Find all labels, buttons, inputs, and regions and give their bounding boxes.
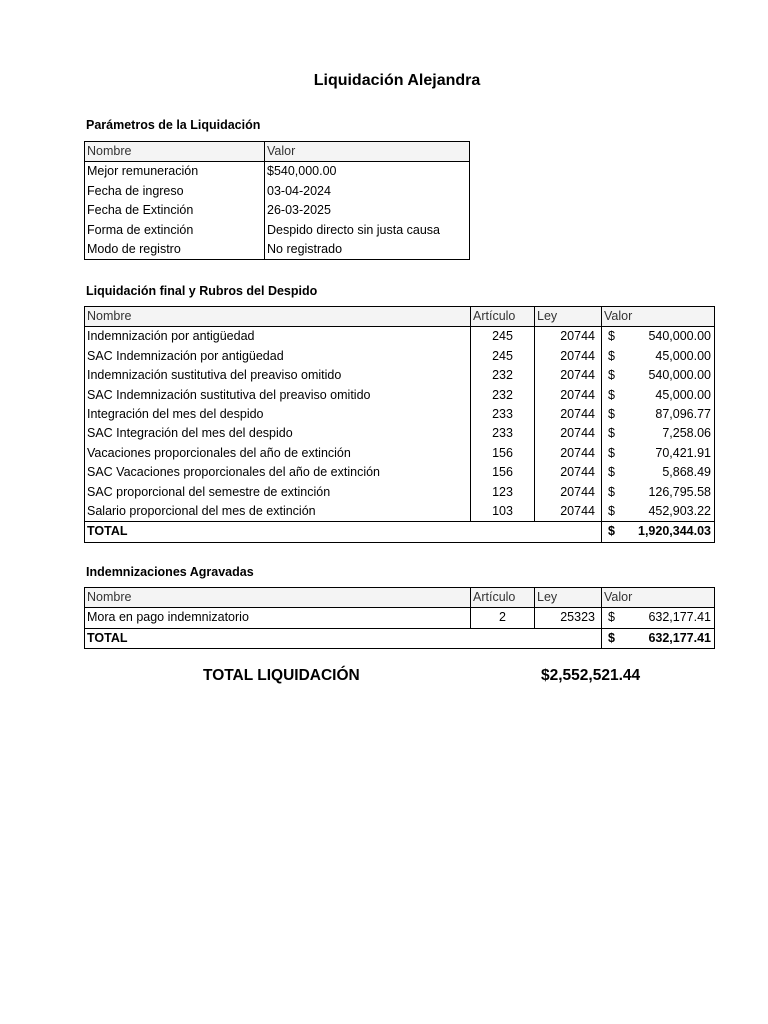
liquidacion-total-row [85, 522, 715, 542]
cell-currency: $ [608, 426, 615, 441]
cell-articulo: 245 [471, 327, 535, 347]
grand-total-label: TOTAL LIQUIDACIÓN [203, 667, 360, 684]
cell-ley: 20744 [535, 444, 602, 463]
liquidacion-total-currency: $ [602, 522, 631, 542]
cell-articulo: 123 [471, 483, 535, 502]
cell-valor: 5,868.49 [662, 465, 711, 480]
liquidacion-header-row [85, 307, 715, 327]
cell-ley: 20744 [535, 327, 602, 347]
cell-nombre: SAC Indemnización por antigüedad [85, 347, 471, 366]
cell-valor: 540,000.00 [648, 329, 711, 344]
cell-articulo: 245 [471, 347, 535, 366]
table-row [85, 327, 715, 347]
params-cell-nombre: Mejor remuneración [85, 162, 265, 182]
table-row [85, 463, 715, 482]
cell-nombre: Indemnización sustitutiva del preaviso omitido [85, 366, 471, 385]
params-row [85, 221, 470, 240]
cell-nombre: Indemnización por antigüedad [85, 327, 471, 347]
cell-valor: 540,000.00 [648, 368, 711, 383]
liquidacion-section-title: Liquidación final y Rubros del Despido [86, 284, 318, 298]
page-title: Liquidación Alejandra [313, 72, 481, 89]
params-cell-nombre: Fecha de Extinción [85, 201, 265, 220]
cell-ley: 20744 [535, 424, 602, 443]
cell-valor: 452,903.22 [648, 504, 711, 519]
cell-ley: 20744 [535, 502, 602, 522]
cell-valor: 45,000.00 [655, 387, 711, 402]
table-row [85, 405, 715, 424]
liquidacion-header-ley: Ley [535, 307, 602, 327]
liquidacion-total-label: TOTAL [85, 522, 471, 542]
agravadas-total-label: TOTAL [85, 628, 471, 648]
params-table [84, 141, 470, 260]
cell-articulo: 2 [471, 608, 535, 628]
cell-ley: 20744 [535, 405, 602, 424]
table-row [85, 347, 715, 366]
params-cell-nombre: Fecha de ingreso [85, 182, 265, 201]
agravadas-section-title: Indemnizaciones Agravadas [86, 565, 254, 579]
liquidacion-header-nombre: Nombre [85, 307, 471, 327]
cell-ley: 20744 [535, 483, 602, 502]
cell-currency: $ [608, 329, 615, 344]
params-section-title: Parámetros de la Liquidación [86, 118, 261, 132]
liquidacion-header-valor: Valor [602, 307, 715, 327]
cell-nombre: SAC Integración del mes del despido [85, 424, 471, 443]
params-cell-valor: 03-04-2024 [267, 183, 331, 198]
cell-ley: 20744 [535, 463, 602, 482]
cell-valor: 7,258.06 [662, 426, 711, 441]
table-row [85, 608, 715, 628]
cell-nombre: SAC Vacaciones proporcionales del año de extinción [85, 463, 471, 482]
cell-nombre: Mora en pago indemnizatorio [85, 608, 471, 628]
cell-articulo: 233 [471, 405, 535, 424]
cell-articulo: 232 [471, 366, 535, 385]
agravadas-total-row [85, 628, 715, 648]
params-cell-valor: Despido directo sin justa causa [267, 222, 441, 237]
params-header-nombre: Nombre [85, 142, 265, 162]
cell-nombre: Vacaciones proporcionales del año de extinción [85, 444, 471, 463]
cell-articulo: 103 [471, 502, 535, 522]
cell-valor: 632,177.41 [648, 610, 711, 625]
params-header-row [85, 142, 470, 162]
cell-currency: $ [608, 407, 615, 422]
params-row [85, 240, 470, 260]
params-row [85, 201, 470, 220]
params-row [85, 182, 470, 201]
agravadas-total-currency: $ [602, 628, 631, 648]
liquidacion-header-articulo: Artículo [471, 307, 535, 327]
params-cell-valor: No registrado [267, 242, 343, 257]
table-row [85, 444, 715, 463]
cell-currency: $ [608, 610, 615, 625]
cell-currency: $ [608, 445, 615, 460]
grand-total-value: $2,552,521.44 [541, 667, 641, 684]
cell-articulo: 156 [471, 444, 535, 463]
cell-nombre: Integración del mes del despido [85, 405, 471, 424]
agravadas-header-valor: Valor [602, 588, 715, 608]
cell-valor: 70,421.91 [655, 445, 711, 460]
liquidacion-table [84, 306, 715, 543]
cell-ley: 20744 [535, 386, 602, 405]
agravadas-header-nombre: Nombre [85, 588, 471, 608]
cell-currency: $ [608, 465, 615, 480]
cell-currency: $ [608, 368, 615, 383]
cell-valor: 45,000.00 [655, 348, 711, 363]
table-row [85, 483, 715, 502]
cell-articulo: 156 [471, 463, 535, 482]
params-row [85, 162, 470, 182]
params-cell-valor: 26-03-2025 [267, 203, 331, 218]
cell-ley: 20744 [535, 366, 602, 385]
cell-currency: $ [608, 484, 615, 499]
table-row [85, 424, 715, 443]
cell-nombre: SAC Indemnización sustitutiva del preaviso omitido [85, 386, 471, 405]
table-row [85, 386, 715, 405]
params-cell-nombre: Forma de extinción [85, 221, 265, 240]
agravadas-table [84, 587, 715, 649]
cell-nombre: SAC proporcional del semestre de extinción [85, 483, 471, 502]
cell-articulo: 233 [471, 424, 535, 443]
params-header-valor: Valor [265, 142, 470, 162]
table-row [85, 366, 715, 385]
cell-currency: $ [608, 387, 615, 402]
cell-articulo: 232 [471, 386, 535, 405]
params-cell-nombre: Modo de registro [85, 240, 265, 260]
agravadas-total-value: 632,177.41 [630, 628, 715, 648]
cell-currency: $ [608, 504, 615, 519]
cell-nombre: Salario proporcional del mes de extinción [85, 502, 471, 522]
params-cell-valor: $540,000.00 [267, 164, 337, 179]
agravadas-header-articulo: Artículo [471, 588, 535, 608]
cell-currency: $ [608, 348, 615, 363]
table-row [85, 502, 715, 522]
cell-valor: 126,795.58 [648, 484, 711, 499]
agravadas-header-ley: Ley [535, 588, 602, 608]
cell-valor: 87,096.77 [655, 407, 711, 422]
liquidacion-total-value: 1,920,344.03 [630, 522, 715, 542]
agravadas-header-row [85, 588, 715, 608]
cell-ley: 20744 [535, 347, 602, 366]
cell-ley: 25323 [535, 608, 602, 628]
